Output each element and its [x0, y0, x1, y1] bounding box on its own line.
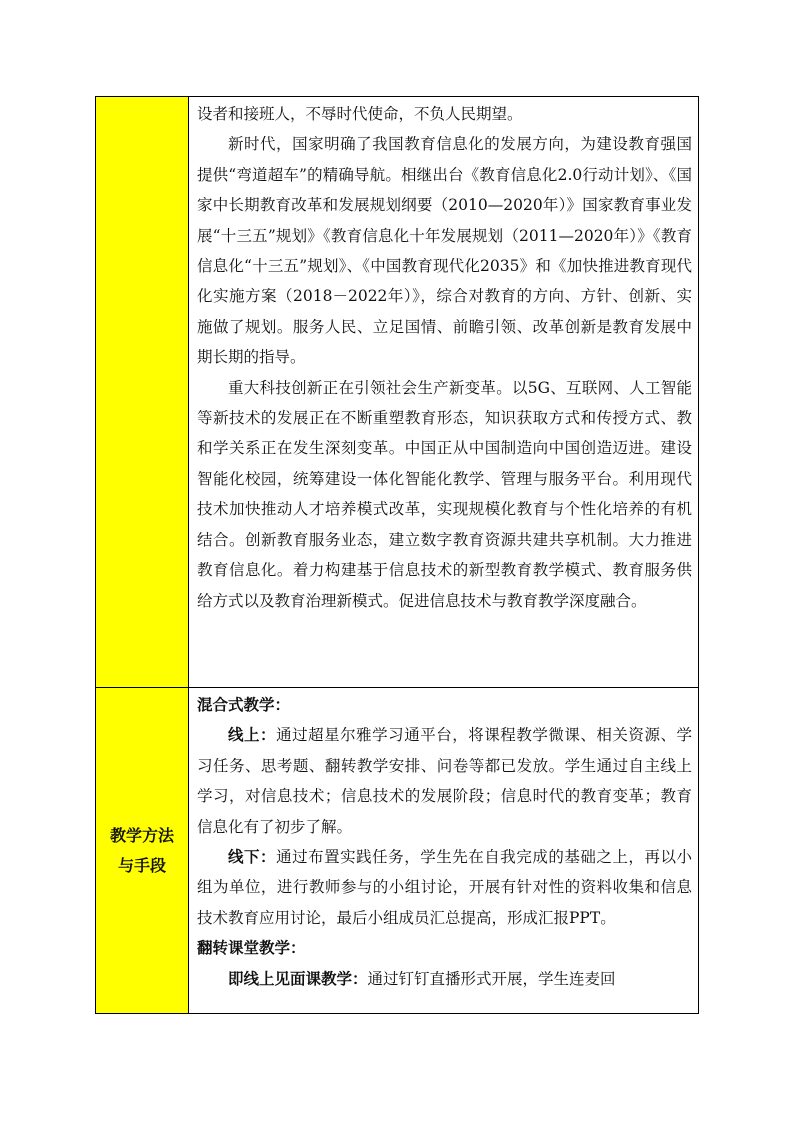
paragraph: 重大科技创新正在引领社会生产新变革。以5G、互联网、人工智能等新技术的发展正在不断重塑教育形态，知识获取方式和传授方式、教和学关系正在发生深刻变革。中国正从中国制造向中国创造迈进。建设智能化校园，统筹建设一体化智能化教学、管理与服务平台。利用现代技术加快推动人才培养模式改革，实现规模化教育与个性化培养的有机结合。创新教育服务业态，建立数字教育资源共建共享机制。大力推进教育信息化。着力构建基于信息技术的新型教育教学模式、教育服务供给方式以及教育治理新模式。促进信息技术与教育教学深度融合。: [197, 378, 692, 610]
paragraph-lead: 线下：: [228, 848, 277, 867]
paragraph: [197, 720, 692, 842]
paragraph-text: 通过钉钉直播形式开展，学生连麦回: [367, 969, 616, 988]
row-label-line: 与手段: [117, 855, 166, 875]
paragraph-text: 通过布置实践任务，学生先在自我完成的基础之上，再以小组为单位，进行教师参与的小组讨论，开展有针对性的资料收集和信息技术教育应用讨论，最后小组成员汇总提高，形成汇报PPT。: [197, 848, 692, 927]
section-heading: 翻转课堂教学：: [197, 939, 306, 958]
paragraph: [197, 842, 692, 933]
section-heading: 混合式教学：: [197, 696, 291, 714]
content-cell: [189, 97, 699, 688]
paragraph: 设者和接班人，不辱时代使命，不负人民期望。: [197, 105, 523, 123]
paragraph: 新时代，国家明确了我国教育信息化的发展方向，为建设教育强国提供“弯道超车”的精确导航。相继出台《教育信息化2.0行动计划》、《国家中长期教育改革和发展规划纲要（2010—2020年）》国家教育事业发展“十三五”规划》《教育信息化十年发展规划（2011—2020年）》《教育信息化“十三五”规划》、《中国教育现代化2035》和《加快推进教育现代化实施方案（2018－2022年）》，综合对教育的方向、方针、创新、实施做了规划。服务人民、立足国情、前瞻引领、改革创新是教育发展中期长期的指导。: [197, 135, 692, 367]
paragraph-lead: 即线上见面课教学：: [228, 969, 368, 988]
row-label-line: 教学方法: [109, 825, 174, 845]
table-row: [96, 688, 699, 1014]
content-cell: [189, 688, 699, 1014]
paragraph-text: 通过超星尔雅学习通平台，将课程教学微课、相关资源、学习任务、思考题、翻转教学安排、问卷等都已发放。学生通过自主线上学习，对信息技术；信息技术的发展阶段；信息时代的教育变革；教育信息化有了初步了解。: [197, 726, 692, 836]
paragraph: [197, 964, 692, 994]
table-row: [96, 97, 699, 688]
content-body: [189, 97, 698, 620]
paragraph-lead: 线上：: [228, 726, 277, 745]
row-label-cell: [96, 97, 189, 688]
row-label-cell: [96, 688, 189, 1014]
lesson-plan-table: [95, 96, 699, 1014]
content-body: [189, 688, 698, 998]
